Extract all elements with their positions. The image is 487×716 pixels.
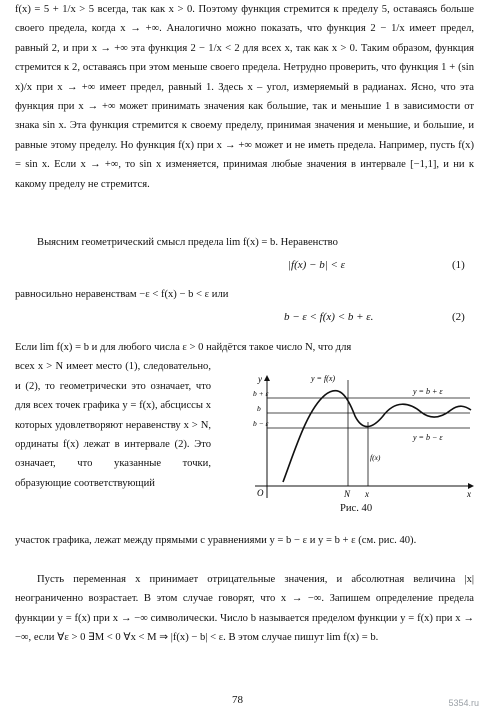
paragraph-geometric-meaning: Выясним геометрический смысл предела lim f(x) = b. Неравенство [37, 237, 338, 248]
figure-caption: Рис. 40 [340, 503, 373, 514]
paragraph-equivalent: равносильно неравенствам −ε < f(x) − b < ε или [15, 289, 229, 300]
paragraph-graph-segment: участок графика, лежат между прямыми с уравнениями y = b − ε и y = b + ε (см. рис. 40). [15, 535, 417, 546]
curve-f [283, 391, 471, 482]
label-b-plus: b + ε [253, 389, 269, 398]
label-x-axis: x [467, 489, 471, 499]
watermark: 5354.ru [448, 698, 479, 708]
figure-40 [255, 370, 480, 502]
equation-2: b − ε < f(x) < b + ε. [284, 311, 374, 323]
paragraph-if-limit: Если lim f(x) = b и для любого числа ε > 0 найдётся такое число N, что для всех x > N имеет место (1), следовательно, и (2), то геометрически это означает, что для всех точек графика y = f(x), абсциссы x которых удовлетворяют неравенству x > N, ординаты f(x) лежат в интервале (2). Это означает, что указанные точки, образующие соответствующий [15, 342, 352, 489]
label-curve: y = f(x) [311, 374, 336, 383]
paragraph-negative-x: Пусть переменная x принимает отрицательные значения, и абсолютная величина |x| неограниченно возрастает. В этом случае говорят, что x → −∞. Запишем определение предела функции y = f(x) при x → −∞ символически. Число b называется пределом функции y = f(x) при x → −∞, если ∀ε > 0 ∃M < 0 ∀x < M ⇒ |f(x) − b| < ε. В этом случае пишут lim f(x) = b. [15, 574, 474, 644]
label-y: y [258, 374, 262, 384]
label-lower: y = b − ε [413, 433, 443, 442]
paragraph-intro: f(x) = 5 + 1/x > 5 всегда, так как x > 0. Поэтому функция стремится к пределу 5, оставаясь больше своего предела, когда x → +∞. Аналогично можно показать, что функция 2 − 1/x имеет предел, равный 2, и при x → +∞ эта функция 2 − 1/x < 2 для всех x, так как x > 0. Таким образом, функция стремится к 2, оставаясь при этом меньше своего предела. Нетрудно проверить, что функция 1 + (sin x)/x при x → +∞ имеет предел, равный 1. Здесь x – угол, измеряемый в радианах. Ясно, что эта функция при x → +∞ может принимать значения как большие, так и меньшие 1 в зависимости от знака sin x. Эта функция стремится к своему пределу, принимая значения и меньшие, и большие, и равные этому пределу. Но функция f(x) при x → +∞ может и не иметь предела. Например, пусть f(x) = sin x. Если x → +∞, то sin x изменяется, принимая любые значения в интервале [−1,1], и ни к какому пределу не стремится. [15, 4, 474, 190]
label-origin: O [257, 488, 264, 498]
label-fx: f(x) [370, 453, 381, 462]
label-x-point: x [365, 489, 369, 499]
equation-1: |f(x) − b| < ε [288, 259, 345, 271]
equation-1-number: (1) [452, 259, 465, 271]
label-b-minus: b − ε [253, 419, 269, 428]
label-b: b [257, 404, 261, 413]
page-number: 78 [232, 694, 243, 706]
label-N: N [344, 489, 351, 499]
equation-2-number: (2) [452, 311, 465, 323]
label-upper: y = b + ε [413, 387, 443, 396]
